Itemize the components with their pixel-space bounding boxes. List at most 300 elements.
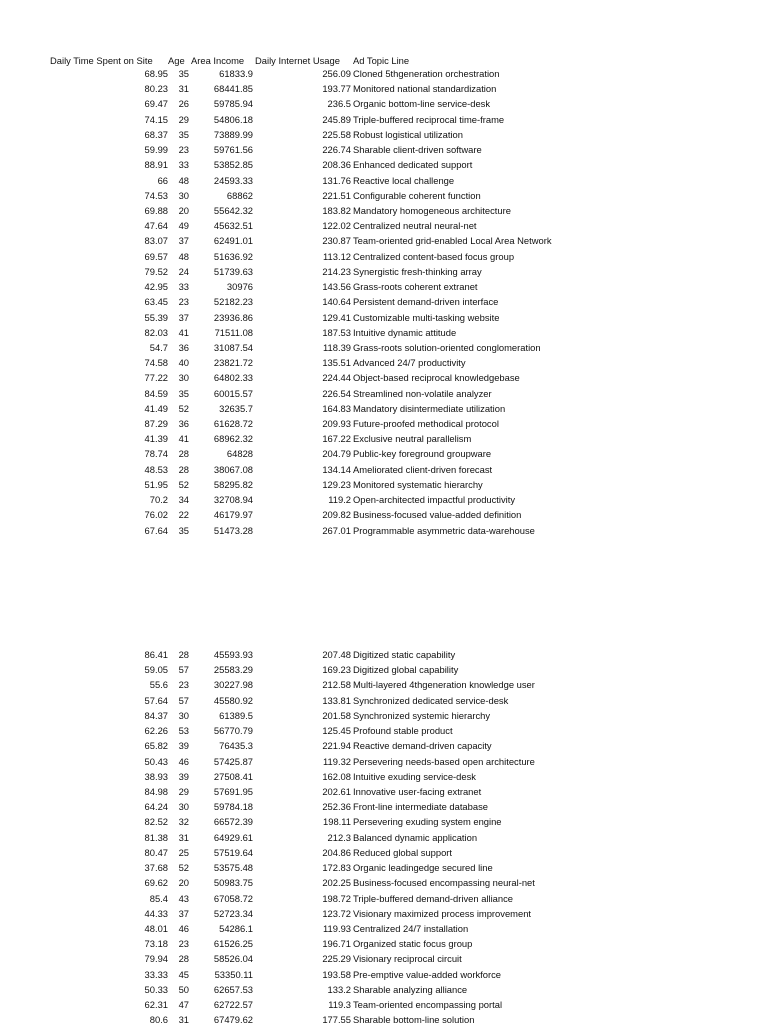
table-row xyxy=(0,371,768,386)
cell-daily-time: 55.39 xyxy=(144,311,168,323)
table-row xyxy=(0,432,768,447)
cell-daily-time: 59.99 xyxy=(144,144,168,156)
cell-age: 28 xyxy=(178,953,189,965)
table-row xyxy=(0,922,768,937)
cell-age: 41 xyxy=(178,326,189,338)
table-row xyxy=(0,234,768,249)
cell-internet-usage: 193.58 xyxy=(322,968,351,980)
cell-area-income: 64802.33 xyxy=(213,372,253,384)
cell-age: 31 xyxy=(178,83,189,95)
table-row xyxy=(0,739,768,754)
cell-ad-topic: Grass-roots solution-oriented conglomeration xyxy=(353,341,541,353)
cell-area-income: 64828 xyxy=(226,448,253,460)
cell-age: 48 xyxy=(178,174,189,186)
cell-daily-time: 82.52 xyxy=(144,816,168,828)
cell-area-income: 53575.48 xyxy=(213,862,253,874)
cell-daily-time: 48.53 xyxy=(144,463,168,475)
cell-age: 39 xyxy=(178,740,189,752)
table-row xyxy=(0,1013,768,1028)
cell-age: 25 xyxy=(178,846,189,858)
cell-age: 53 xyxy=(178,725,189,737)
table-row xyxy=(0,694,768,709)
cell-internet-usage: 183.82 xyxy=(322,204,351,216)
cell-area-income: 61389.5 xyxy=(219,709,253,721)
cell-area-income: 32708.94 xyxy=(213,494,253,506)
cell-daily-time: 54.7 xyxy=(149,341,168,353)
cell-daily-time: 81.38 xyxy=(144,831,168,843)
cell-internet-usage: 198.11 xyxy=(323,816,351,828)
cell-area-income: 57425.87 xyxy=(213,755,253,767)
table-row xyxy=(0,295,768,310)
cell-daily-time: 84.98 xyxy=(144,785,168,797)
cell-age: 30 xyxy=(178,801,189,813)
cell-internet-usage: 118.39 xyxy=(323,341,351,353)
cell-ad-topic: Centralized content-based focus group xyxy=(353,250,515,262)
cell-age: 30 xyxy=(178,709,189,721)
cell-area-income: 55642.32 xyxy=(213,204,253,216)
cell-internet-usage: 230.87 xyxy=(322,235,351,247)
cell-area-income: 58295.82 xyxy=(213,478,253,490)
cell-daily-time: 79.94 xyxy=(144,953,168,965)
cell-daily-time: 87.29 xyxy=(144,418,168,430)
cell-age: 57 xyxy=(178,694,189,706)
cell-internet-usage: 208.36 xyxy=(322,159,351,171)
cell-ad-topic: Front-line intermediate database xyxy=(353,801,488,813)
table-row xyxy=(0,356,768,371)
cell-ad-topic: Visionary maximized process improvement xyxy=(353,907,532,919)
cell-daily-time: 63.45 xyxy=(144,296,168,308)
cell-daily-time: 74.53 xyxy=(144,189,168,201)
cell-age: 29 xyxy=(178,785,189,797)
cell-age: 46 xyxy=(178,755,189,767)
cell-daily-time: 68.95 xyxy=(144,68,168,79)
cell-daily-time: 55.6 xyxy=(149,679,168,691)
cell-ad-topic: Object-based reciprocal knowledgebase xyxy=(353,372,520,384)
cell-internet-usage: 133.81 xyxy=(322,694,351,706)
table-row xyxy=(0,892,768,907)
cell-daily-time: 82.03 xyxy=(144,326,168,338)
cell-internet-usage: 143.56 xyxy=(322,281,351,293)
cell-age: 35 xyxy=(178,68,189,79)
cell-ad-topic: Visionary reciprocal circuit xyxy=(353,953,462,965)
cell-age: 36 xyxy=(178,341,189,353)
header-internet-usage: Daily Internet Usage xyxy=(255,55,340,66)
cell-age: 40 xyxy=(178,357,189,369)
cell-daily-time: 65.82 xyxy=(144,740,168,752)
cell-internet-usage: 221.51 xyxy=(322,189,351,201)
cell-internet-usage: 123.72 xyxy=(322,907,351,919)
cell-area-income: 57519.64 xyxy=(213,846,253,858)
table-row xyxy=(0,663,768,678)
cell-daily-time: 68.37 xyxy=(144,128,168,140)
cell-internet-usage: 209.82 xyxy=(322,509,351,521)
cell-daily-time: 47.64 xyxy=(144,220,168,232)
cell-age: 23 xyxy=(178,938,189,950)
cell-ad-topic: Public-key foreground groupware xyxy=(353,448,492,460)
table-row xyxy=(0,648,768,663)
cell-daily-time: 78.74 xyxy=(144,448,168,460)
table-row xyxy=(0,447,768,462)
table-row xyxy=(0,265,768,280)
cell-ad-topic: Pre-emptive value-added workforce xyxy=(353,968,501,980)
cell-area-income: 58526.04 xyxy=(213,953,253,965)
cell-ad-topic: Innovative user-facing extranet xyxy=(353,785,482,797)
cell-internet-usage: 212.58 xyxy=(322,679,351,691)
cell-daily-time: 79.52 xyxy=(144,265,168,277)
cell-internet-usage: 212.3 xyxy=(327,831,351,843)
cell-ad-topic: Exclusive neutral parallelism xyxy=(353,433,472,445)
cell-ad-topic: Sharable client-driven software xyxy=(353,144,482,156)
table-row xyxy=(0,998,768,1013)
cell-ad-topic: Synchronized dedicated service-desk xyxy=(353,694,509,706)
cell-area-income: 59784.18 xyxy=(213,801,253,813)
cell-internet-usage: 224.44 xyxy=(322,372,351,384)
cell-area-income: 51636.92 xyxy=(213,250,253,262)
cell-ad-topic: Mandatory disintermediate utilization xyxy=(353,402,506,414)
cell-age: 52 xyxy=(178,478,189,490)
cell-daily-time: 88.91 xyxy=(144,159,168,171)
table-row xyxy=(0,678,768,693)
cell-area-income: 61628.72 xyxy=(213,418,253,430)
cell-ad-topic: Triple-buffered reciprocal time-frame xyxy=(353,113,505,125)
cell-daily-time: 37.68 xyxy=(144,862,168,874)
cell-internet-usage: 196.71 xyxy=(322,938,351,950)
cell-ad-topic: Organic bottom-line service-desk xyxy=(353,98,491,110)
header-ad-topic: Ad Topic Line xyxy=(353,55,410,66)
table-row xyxy=(0,785,768,800)
cell-ad-topic: Reactive local challenge xyxy=(353,174,455,186)
cell-ad-topic: Centralized neutral neural-net xyxy=(353,220,477,232)
cell-internet-usage: 113.12 xyxy=(323,250,351,262)
cell-ad-topic: Intuitive dynamic attitude xyxy=(353,326,457,338)
table-row xyxy=(0,417,768,432)
cell-ad-topic: Reactive demand-driven capacity xyxy=(353,740,492,752)
cell-ad-topic: Persevering exuding system engine xyxy=(353,816,502,828)
cell-age: 37 xyxy=(178,311,189,323)
table-row xyxy=(0,113,768,128)
cell-internet-usage: 225.29 xyxy=(322,953,351,965)
cell-daily-time: 74.58 xyxy=(144,357,168,369)
cell-age: 49 xyxy=(178,220,189,232)
cell-ad-topic: Synergistic fresh-thinking array xyxy=(353,265,482,277)
cell-internet-usage: 252.36 xyxy=(322,801,351,813)
cell-age: 34 xyxy=(178,494,189,506)
cell-age: 46 xyxy=(178,922,189,934)
table-row xyxy=(0,67,768,82)
table-row xyxy=(0,709,768,724)
cell-age: 23 xyxy=(178,296,189,308)
cell-daily-time: 80.47 xyxy=(144,846,168,858)
cell-ad-topic: Balanced dynamic application xyxy=(353,831,478,843)
cell-ad-topic: Digitized static capability xyxy=(353,649,456,660)
table-row xyxy=(0,952,768,967)
cell-internet-usage: 167.22 xyxy=(322,433,351,445)
cell-area-income: 24593.33 xyxy=(213,174,253,186)
cell-age: 31 xyxy=(178,831,189,843)
cell-ad-topic: Multi-layered 4thgeneration knowledge user xyxy=(353,679,535,691)
cell-area-income: 73889.99 xyxy=(213,128,253,140)
cell-ad-topic: Ameliorated client-driven forecast xyxy=(353,463,493,475)
cell-age: 20 xyxy=(178,204,189,216)
table-row xyxy=(0,493,768,508)
cell-area-income: 54806.18 xyxy=(213,113,253,125)
cell-ad-topic: Enhanced dedicated support xyxy=(353,159,473,171)
cell-daily-time: 69.62 xyxy=(144,877,168,889)
table-row xyxy=(0,387,768,402)
cell-area-income: 52182.23 xyxy=(213,296,253,308)
cell-internet-usage: 201.58 xyxy=(322,709,351,721)
cell-age: 35 xyxy=(178,524,189,536)
cell-daily-time: 42.95 xyxy=(144,281,168,293)
cell-area-income: 51473.28 xyxy=(213,524,253,536)
cell-internet-usage: 226.74 xyxy=(322,144,351,156)
cell-daily-time: 84.37 xyxy=(144,709,168,721)
cell-internet-usage: 134.14 xyxy=(322,463,351,475)
cell-area-income: 53350.11 xyxy=(214,968,253,980)
cell-daily-time: 41.39 xyxy=(144,433,168,445)
cell-ad-topic: Streamlined non-volatile analyzer xyxy=(353,387,492,399)
cell-area-income: 60015.57 xyxy=(213,387,253,399)
cell-age: 30 xyxy=(178,189,189,201)
cell-internet-usage: 245.89 xyxy=(322,113,351,125)
cell-age: 35 xyxy=(178,128,189,140)
cell-ad-topic: Centralized 24/7 installation xyxy=(353,922,469,934)
cell-internet-usage: 187.53 xyxy=(322,326,351,338)
cell-age: 41 xyxy=(178,433,189,445)
cell-ad-topic: Business-focused encompassing neural-net xyxy=(353,877,535,889)
table-row xyxy=(0,158,768,173)
table-row xyxy=(0,815,768,830)
cell-ad-topic: Reduced global support xyxy=(353,846,453,858)
cell-internet-usage: 119.3 xyxy=(328,999,351,1011)
cell-age: 28 xyxy=(178,649,189,660)
cell-ad-topic: Future-proofed methodical protocol xyxy=(353,418,499,430)
cell-internet-usage: 198.72 xyxy=(322,892,351,904)
cell-daily-time: 41.49 xyxy=(144,402,168,414)
table-row xyxy=(0,311,768,326)
cell-age: 31 xyxy=(178,1014,189,1026)
cell-area-income: 67058.72 xyxy=(213,892,253,904)
table-row xyxy=(0,326,768,341)
cell-area-income: 62657.53 xyxy=(213,983,253,995)
cell-area-income: 68441.85 xyxy=(213,83,253,95)
cell-daily-time: 51.95 xyxy=(144,478,168,490)
table-row xyxy=(0,402,768,417)
cell-ad-topic: Persistent demand-driven interface xyxy=(353,296,499,308)
cell-age: 22 xyxy=(178,509,189,521)
cell-ad-topic: Team-oriented encompassing portal xyxy=(353,999,503,1011)
cell-daily-time: 62.26 xyxy=(144,725,168,737)
cell-internet-usage: 221.94 xyxy=(322,740,351,752)
cell-age: 28 xyxy=(178,448,189,460)
cell-age: 47 xyxy=(178,999,189,1011)
cell-daily-time: 69.88 xyxy=(144,204,168,216)
cell-ad-topic: Programmable asymmetric data-warehouse xyxy=(353,524,535,536)
cell-area-income: 27508.41 xyxy=(213,770,253,782)
cell-area-income: 62491.01 xyxy=(213,235,253,247)
cell-area-income: 59785.94 xyxy=(213,98,253,110)
table-row xyxy=(0,128,768,143)
cell-ad-topic: Organic leadingedge secured line xyxy=(353,862,493,874)
cell-area-income: 32635.7 xyxy=(219,402,253,414)
cell-daily-time: 50.33 xyxy=(144,983,168,995)
cell-area-income: 76435.3 xyxy=(219,740,253,752)
cell-ad-topic: Cloned 5thgeneration orchestration xyxy=(353,68,500,79)
table-row xyxy=(0,831,768,846)
cell-ad-topic: Digitized global capability xyxy=(353,664,459,676)
cell-daily-time: 74.15 xyxy=(144,113,168,125)
cell-area-income: 62722.57 xyxy=(213,999,253,1011)
cell-area-income: 25583.29 xyxy=(213,664,253,676)
table-row xyxy=(0,143,768,158)
cell-area-income: 61833.9 xyxy=(219,68,253,79)
cell-area-income: 51739.63 xyxy=(213,265,253,277)
cell-area-income: 50983.75 xyxy=(213,877,253,889)
cell-area-income: 68962.32 xyxy=(213,433,253,445)
cell-area-income: 45632.51 xyxy=(213,220,253,232)
table-row xyxy=(0,250,768,265)
table-row xyxy=(0,204,768,219)
cell-ad-topic: Sharable analyzing alliance xyxy=(353,983,468,995)
cell-internet-usage: 169.23 xyxy=(322,664,351,676)
cell-area-income: 67479.62 xyxy=(213,1014,253,1026)
cell-internet-usage: 202.61 xyxy=(322,785,351,797)
table-row xyxy=(0,174,768,189)
cell-daily-time: 76.02 xyxy=(144,509,168,521)
table-row xyxy=(0,97,768,112)
table-row xyxy=(0,937,768,952)
cell-ad-topic: Triple-buffered demand-driven alliance xyxy=(353,892,513,904)
cell-daily-time: 62.31 xyxy=(144,999,168,1011)
table-row xyxy=(0,341,768,356)
cell-ad-topic: Team-oriented grid-enabled Local Area Network xyxy=(353,235,552,247)
table-row xyxy=(0,907,768,922)
table-row xyxy=(0,82,768,97)
cell-daily-time: 86.41 xyxy=(144,649,168,660)
cell-ad-topic: Customizable multi-tasking website xyxy=(353,311,500,323)
table-row xyxy=(0,770,768,785)
table-row xyxy=(0,968,768,983)
cell-ad-topic: Profound stable product xyxy=(353,725,453,737)
cell-internet-usage: 193.77 xyxy=(322,83,351,95)
cell-daily-time: 80.23 xyxy=(144,83,168,95)
cell-area-income: 61526.25 xyxy=(213,938,253,950)
table-row xyxy=(0,800,768,815)
cell-age: 35 xyxy=(178,387,189,399)
cell-ad-topic: Grass-roots coherent extranet xyxy=(353,281,478,293)
cell-ad-topic: Advanced 24/7 productivity xyxy=(353,357,466,369)
cell-age: 32 xyxy=(178,816,189,828)
cell-daily-time: 84.59 xyxy=(144,387,168,399)
table-row xyxy=(0,861,768,876)
cell-daily-time: 69.47 xyxy=(144,98,168,110)
cell-internet-usage: 122.02 xyxy=(322,220,351,232)
cell-ad-topic: Open-architected impactful productivity xyxy=(353,494,516,506)
cell-daily-time: 48.01 xyxy=(144,922,168,934)
table-row xyxy=(0,876,768,891)
cell-area-income: 66572.39 xyxy=(213,816,253,828)
cell-daily-time: 38.93 xyxy=(144,770,168,782)
cell-age: 50 xyxy=(178,983,189,995)
cell-age: 23 xyxy=(178,144,189,156)
cell-ad-topic: Monitored systematic hierarchy xyxy=(353,478,483,490)
cell-area-income: 71511.08 xyxy=(214,326,253,338)
cell-internet-usage: 202.25 xyxy=(322,877,351,889)
cell-daily-time: 33.33 xyxy=(144,968,168,980)
cell-ad-topic: Monitored national standardization xyxy=(353,83,497,95)
cell-ad-topic: Configurable coherent function xyxy=(353,189,481,201)
table-row xyxy=(0,280,768,295)
cell-ad-topic: Sharable bottom-line solution xyxy=(353,1014,475,1026)
cell-internet-usage: 129.23 xyxy=(322,478,351,490)
cell-area-income: 23936.86 xyxy=(213,311,253,323)
table-row xyxy=(0,524,768,539)
cell-ad-topic: Synchronized systemic hierarchy xyxy=(353,709,491,721)
table-row xyxy=(0,983,768,998)
cell-age: 37 xyxy=(178,907,189,919)
cell-age: 36 xyxy=(178,418,189,430)
cell-daily-time: 67.64 xyxy=(144,524,168,536)
cell-area-income: 31087.54 xyxy=(213,341,253,353)
cell-age: 30 xyxy=(178,372,189,384)
cell-internet-usage: 172.83 xyxy=(322,862,351,874)
cell-age: 48 xyxy=(178,250,189,262)
cell-area-income: 64929.61 xyxy=(213,831,253,843)
cell-area-income: 45580.92 xyxy=(213,694,253,706)
cell-internet-usage: 140.64 xyxy=(322,296,351,308)
cell-daily-time: 64.24 xyxy=(144,801,168,813)
cell-daily-time: 83.07 xyxy=(144,235,168,247)
cell-internet-usage: 133.2 xyxy=(327,983,351,995)
cell-ad-topic: Persevering needs-based open architecture xyxy=(353,755,535,767)
data-block-2 xyxy=(0,648,768,1028)
cell-area-income: 68862 xyxy=(226,189,253,201)
table-row xyxy=(0,508,768,523)
cell-area-income: 46179.97 xyxy=(213,509,253,521)
table-row xyxy=(0,755,768,770)
cell-area-income: 38067.08 xyxy=(213,463,253,475)
cell-internet-usage: 129.41 xyxy=(322,311,351,323)
table-row xyxy=(0,478,768,493)
cell-age: 52 xyxy=(178,862,189,874)
cell-area-income: 45593.93 xyxy=(213,649,253,660)
cell-internet-usage: 204.86 xyxy=(322,846,351,858)
cell-internet-usage: 226.54 xyxy=(322,387,351,399)
cell-age: 28 xyxy=(178,463,189,475)
table-row xyxy=(0,219,768,234)
cell-area-income: 23821.72 xyxy=(213,357,253,369)
cell-area-income: 30227.98 xyxy=(213,679,253,691)
cell-age: 23 xyxy=(178,679,189,691)
cell-area-income: 53852.85 xyxy=(213,159,253,171)
cell-age: 26 xyxy=(178,98,189,110)
cell-daily-time: 66 xyxy=(157,174,168,186)
cell-daily-time: 69.57 xyxy=(144,250,168,262)
cell-internet-usage: 236.5 xyxy=(327,98,351,110)
cell-daily-time: 85.4 xyxy=(149,892,168,904)
cell-area-income: 56770.79 xyxy=(213,725,253,737)
header-daily-time: Daily Time Spent on Site xyxy=(50,55,153,66)
cell-age: 24 xyxy=(178,265,189,277)
cell-age: 29 xyxy=(178,113,189,125)
cell-internet-usage: 225.58 xyxy=(322,128,351,140)
data-block-1 xyxy=(0,67,768,539)
cell-daily-time: 80.6 xyxy=(149,1014,168,1026)
cell-area-income: 57691.95 xyxy=(213,785,253,797)
cell-daily-time: 70.2 xyxy=(149,494,168,506)
table-row xyxy=(0,463,768,478)
cell-daily-time: 50.43 xyxy=(144,755,168,767)
